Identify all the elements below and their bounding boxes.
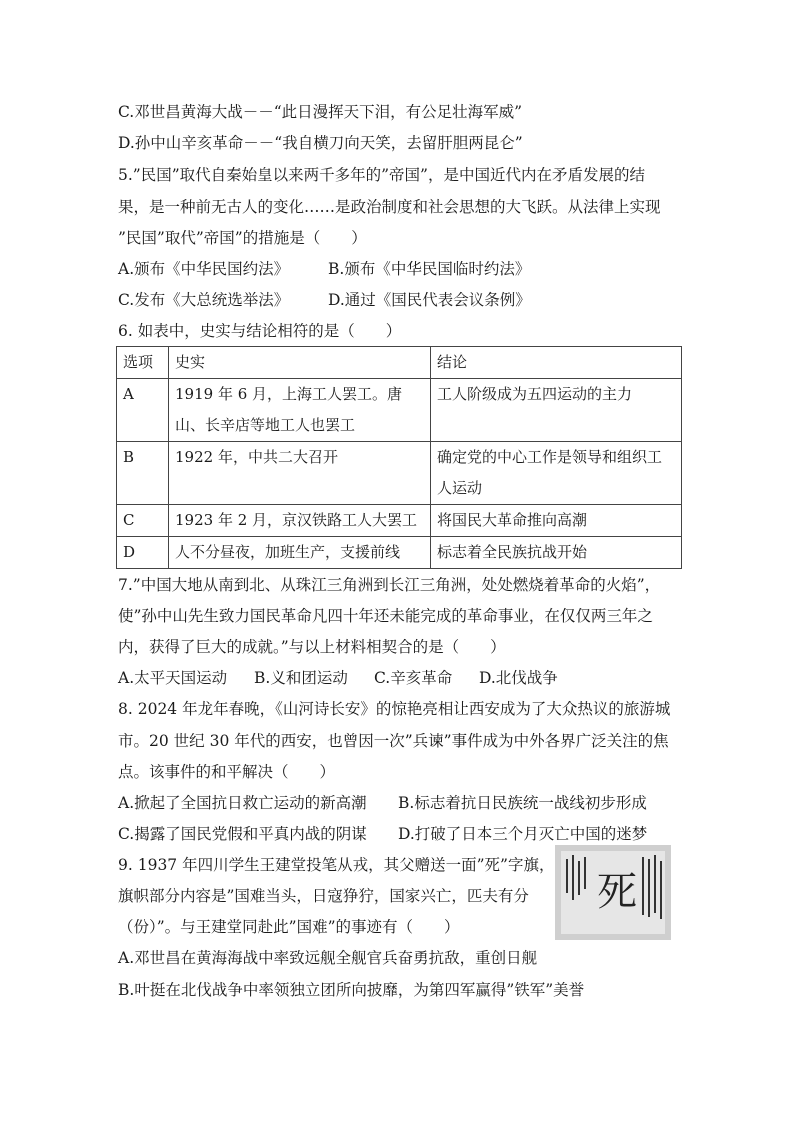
table-cell-fact: 1922 年，中共二大召开 xyxy=(169,442,431,505)
q9-stem-3: （份）”。与王建堂同赴此”国难”的事迹有（ ） xyxy=(118,918,460,936)
q4-option-c: C.邓世昌黄海大战－－“此日漫挥天下泪，有公足壮海军威” xyxy=(118,103,523,121)
q8-stem-3: 点。该事件的和平解决（ ） xyxy=(118,763,336,781)
q7-option-a: A.太平天国运动 xyxy=(118,669,228,687)
q7-stem-2: 使”孙中山先生致力国民革命凡四十年还未能完成的革命事业，在仅仅两三年之 xyxy=(118,607,653,625)
q5-stem-3: ”民国”取代”帝国”的措施是（ ） xyxy=(118,229,367,247)
table-header-row xyxy=(117,347,682,379)
q7-stem-3: 内，获得了巨大的成就。”与以上材料相契合的是（ ） xyxy=(118,638,506,656)
q8-option-b: B.标志着抗日民族统一战线初步形成 xyxy=(398,794,647,812)
q4-option-d: D.孙中山辛亥革命－－“我自横刀向天笑，去留肝胆两昆仑” xyxy=(118,134,523,152)
flag-graphic xyxy=(555,845,671,940)
table-row xyxy=(117,442,682,505)
table-row xyxy=(117,379,682,442)
table-cell-conclusion: 标志着全民族抗战开始 xyxy=(431,537,682,569)
table-header-conclusion: 结论 xyxy=(431,347,682,379)
q8-options-row-2 xyxy=(118,823,647,845)
q7-option-b: B.义和团运动 xyxy=(254,669,348,687)
q8-option-d: D.打破了日本三个月灭亡中国的迷梦 xyxy=(398,825,648,843)
q8-options-row-1 xyxy=(118,792,647,814)
q6-stem: 6. 如表中，史实与结论相符的是（ ） xyxy=(118,322,402,340)
q9-option-a: A.邓世昌在黄海海战中率致远舰全舰官兵奋勇抗敌，重创日舰 xyxy=(118,949,538,967)
q5-option-b: B.颁布《中华民国临时约法》 xyxy=(328,260,531,278)
q7-stem-1: 7.”中国大地从南到北、从珠江三角洲到长江三角洲，处处燃烧着革命的火焰”， xyxy=(118,576,661,594)
table-cell-option: D xyxy=(117,537,169,569)
q5-option-a: A.颁布《中华民国约法》 xyxy=(118,260,290,278)
death-flag-photo-icon xyxy=(555,845,671,940)
q8-stem-1: 8. 2024 年龙年春晚，《山河诗长安》的惊艳亮相让西安成为了大众热议的旅游城 xyxy=(118,700,671,718)
q5-option-d: D.通过《国民代表会议条例》 xyxy=(328,291,531,309)
table-cell-fact: 人不分昼夜，加班生产，支援前线 xyxy=(169,537,431,569)
q8-stem-2: 市。20 世纪 30 年代的西安，也曾因一次”兵谏”事件成为中外各界广泛关注的焦 xyxy=(118,732,669,750)
q5-option-c: C.发布《大总统选举法》 xyxy=(118,291,290,309)
flag-character: 死 xyxy=(597,869,637,915)
q7-options xyxy=(118,667,558,689)
q7-option-d: D.北伐战争 xyxy=(479,669,558,687)
q5-stem-1: 5.”民国”取代自秦始皇以来两千多年的”帝国”，是中国近代内在矛盾发展的结 xyxy=(118,166,645,184)
table-cell-conclusion: 将国民大革命推向高潮 xyxy=(431,505,682,537)
table-cell-option: A xyxy=(117,379,169,442)
table-header-option: 选项 xyxy=(117,347,169,379)
table-row xyxy=(117,537,682,569)
q5-options-row-2 xyxy=(118,289,531,311)
q7-option-c: C.辛亥革命 xyxy=(374,669,453,687)
q5-options-row-1 xyxy=(118,258,530,280)
table-header-fact: 史实 xyxy=(169,347,431,379)
q8-option-a: A.掀起了全国抗日救亡运动的新高潮 xyxy=(118,794,367,812)
q9-stem-2: 旗帜部分内容是”国难当头，日寇狰狞，国家兴亡，匹夫有分 xyxy=(118,887,529,905)
q9-stem-1: 9. 1937 年四川学生王建堂投笔从戎，其父赠送一面”死”字旗， xyxy=(118,856,555,874)
table-cell-conclusion: 工人阶级成为五四运动的主力 xyxy=(431,379,682,442)
table-cell-fact: 1923 年 2 月，京汉铁路工人大罢工 xyxy=(169,505,431,537)
q9-option-b: B.叶挺在北伐战争中率领独立团所向披靡，为第四军赢得”铁军”美誉 xyxy=(118,981,585,999)
table-cell-conclusion: 确定党的中心工作是领导和组织工人运动 xyxy=(431,442,682,505)
table-cell-option: C xyxy=(117,505,169,537)
table-row xyxy=(117,505,682,537)
q6-table xyxy=(116,346,682,569)
q5-stem-2: 果，是一种前无古人的变化……是政治制度和社会思想的大飞跃。从法律上实现 xyxy=(118,198,661,216)
q8-option-c: C.揭露了国民党假和平真内战的阴谋 xyxy=(118,825,367,843)
table-cell-fact: 1919 年 6 月，上海工人罢工。唐山、长辛店等地工人也罢工 xyxy=(169,379,431,442)
table-cell-option: B xyxy=(117,442,169,505)
